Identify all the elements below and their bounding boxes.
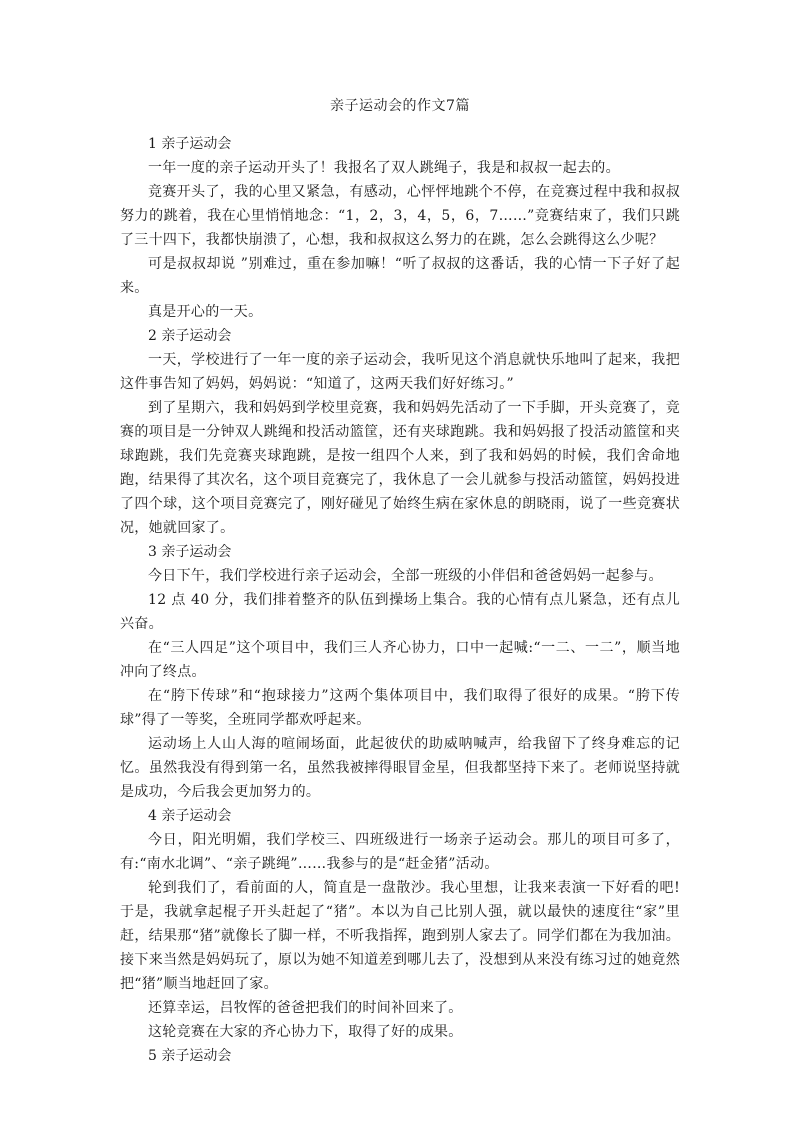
paragraph: 到了星期六，我和妈妈到学校里竞赛，我和妈妈先活动了一下手脚，开头竞赛了，竞赛的项目是一分钟双人跳绳和投活动篮筐，还有夹球跑跳。我和妈妈报了投活动篮筐和夹球跑跳，我们先竞赛夹球跑跳，是按一组四个人来，到了我和妈妈的时候，我们舍命地跑，结果得了其次名，这个项目竞赛完了，我休息了一会儿就参与投活动篮筐，妈妈投进了四个球，这个项目竞赛完了，刚好碰见了始终生病在家休息的朗晓雨，说了一些竞赛状况，她就回家了。 bbox=[120, 400, 680, 536]
paragraph: 12 点 40 分，我们排着整齐的队伍到操场上集合。我的心情有点儿紧急，还有点儿兴奋。 bbox=[120, 592, 680, 632]
essay-section-2 bbox=[120, 324, 680, 540]
essay-section-4 bbox=[120, 804, 680, 1044]
section-heading: 1 亲子运动会 bbox=[148, 136, 232, 152]
paragraph: 还算幸运，吕牧恽的爸爸把我们的时间补回来了。 bbox=[148, 1000, 463, 1016]
paragraph: 今日，阳光明媚，我们学校三、四班级进行一场亲子运动会。那儿的项目可多了，有:“南水北调”、“亲子跳绳”……我参与的是“赶金猪”活动。 bbox=[120, 832, 680, 872]
paragraph: 轮到我们了，看前面的人，简直是一盘散沙。我心里想，让我来表演一下好看的吧!于是，我就拿起棍子开头赶起了“猪”。本以为自己比别人强，就以最快的速度往“家”里赶，结果那“猪”就像长了脚一样，不听我指挥，跑到别人家去了。同学们都在为我加油。接下来当然是妈妈玩了，原以为她不知道差到哪儿去了，没想到从来没有练习过的她竟然把“猪”顺当地赶回了家。 bbox=[120, 880, 680, 992]
section-heading: 5 亲子运动会 bbox=[148, 1048, 232, 1064]
paragraph: 一天，学校进行了一年一度的亲子运动会，我听见这个消息就快乐地叫了起来，我把这件事告知了妈妈，妈妈说：“知道了，这两天我们好好练习。” bbox=[120, 352, 680, 392]
document-title: 亲子运动会的作文7篇 bbox=[330, 98, 470, 114]
paragraph: 真是开心的一天。 bbox=[148, 304, 263, 320]
essay-section-1 bbox=[120, 132, 680, 324]
paragraph: 今日下午，我们学校进行亲子运动会，全部一班级的小伴侣和爸爸妈妈一起参与。 bbox=[148, 568, 663, 584]
section-heading: 2 亲子运动会 bbox=[148, 328, 232, 344]
essay-section-5 bbox=[120, 1044, 680, 1068]
paragraph: 一年一度的亲子运动开头了！我报名了双人跳绳子，我是和叔叔一起去的。 bbox=[148, 160, 620, 176]
document-page bbox=[120, 96, 680, 1068]
paragraph: 在“三人四足”这个项目中，我们三人齐心协力，口中一起喊:“一二、一二”，顺当地冲向了终点。 bbox=[120, 640, 680, 680]
paragraph: 运动场上人山人海的喧闹场面，此起彼伏的助威呐喊声，给我留下了终身难忘的记忆。虽然我没有得到第一名，虽然我被摔得眼冒金星，但我都坚持下来了。老师说坚持就是成功，今后我会更加努力的。 bbox=[120, 736, 680, 800]
section-heading: 4 亲子运动会 bbox=[148, 808, 232, 824]
paragraph: 可是叔叔却说 ”别难过，重在参加嘛！“听了叔叔的这番话，我的心情一下子好了起来。 bbox=[120, 256, 680, 296]
paragraph: 在“胯下传球”和“抱球接力”这两个集体项目中，我们取得了很好的成果。“胯下传球”得了一等奖，全班同学都欢呼起来。 bbox=[120, 688, 680, 728]
essay-section-3 bbox=[120, 540, 680, 804]
paragraph: 这轮竞赛在大家的齐心协力下，取得了好的成果。 bbox=[148, 1024, 463, 1040]
section-heading: 3 亲子运动会 bbox=[148, 544, 232, 560]
paragraph: 竞赛开头了，我的心里又紧急，有感动，心怦怦地跳个不停，在竞赛过程中我和叔叔努力的跳着，我在心里悄悄地念：“1，2，3，4，5，6，7……”竞赛结束了，我们只跳了三十四下，我都快崩溃了，心想，我和叔叔这么努力的在跳，怎么会跳得这么少呢？ bbox=[120, 184, 680, 248]
